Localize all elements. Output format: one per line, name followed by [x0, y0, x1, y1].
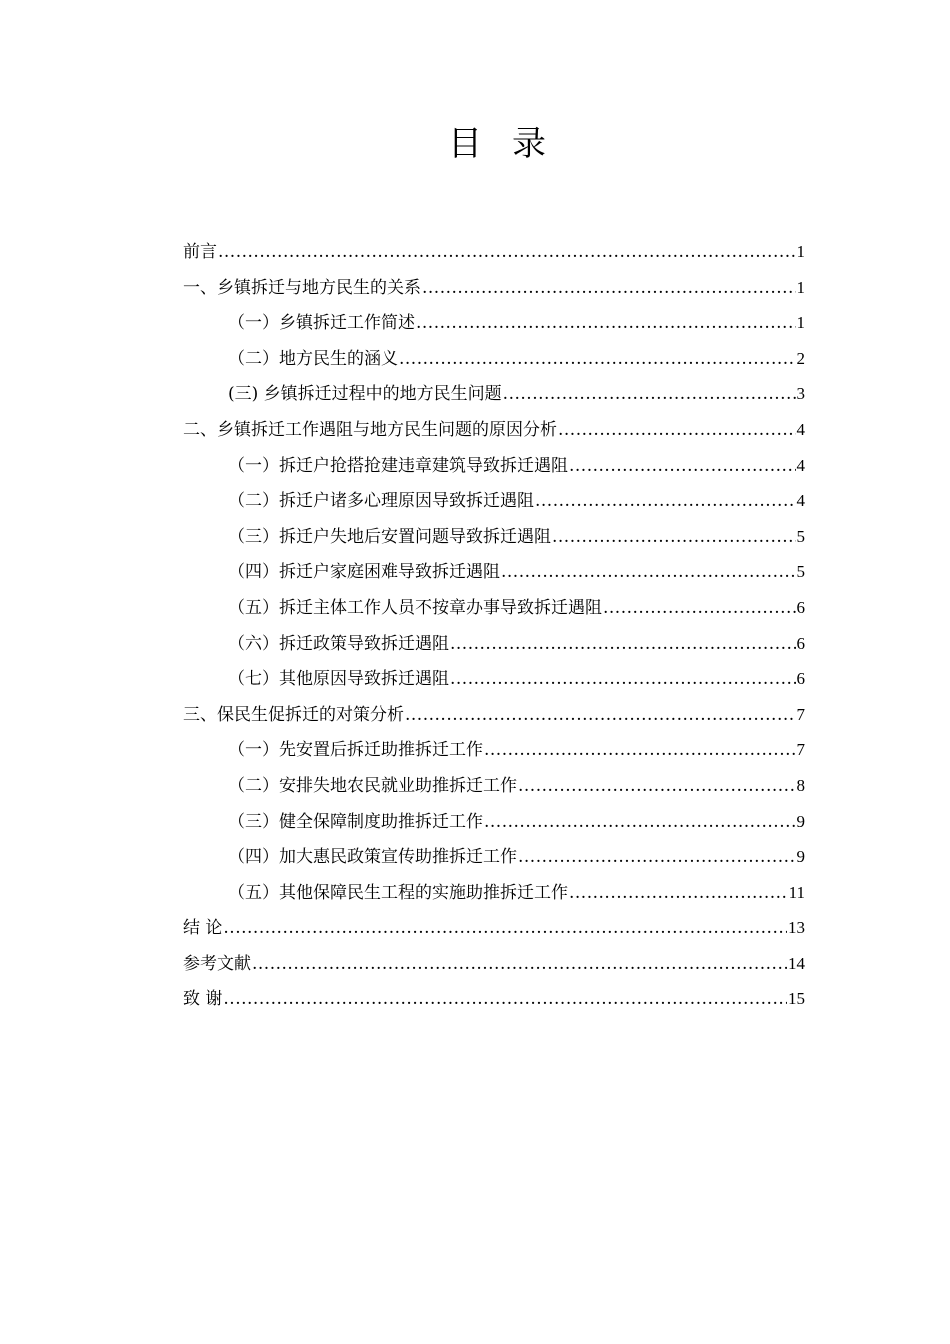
toc-entry-title: （二）地方民生的涵义 — [228, 348, 398, 369]
toc-dot-leader — [450, 627, 796, 663]
page-title: 目录 — [448, 124, 576, 164]
toc-dot-leader — [252, 947, 787, 983]
toc-entry[interactable] — [183, 626, 805, 662]
toc-dot-leader — [558, 413, 796, 449]
toc-page-number: 14 — [788, 953, 805, 973]
toc-page-number: 8 — [796, 775, 805, 795]
toc-entry-title: （一）拆迁户抢搭抢建违章建筑导致拆迁遇阻 — [228, 455, 568, 476]
toc-page-number: 7 — [796, 704, 805, 724]
toc-entry-title: （五）拆迁主体工作人员不按章办事导致拆迁遇阻 — [228, 597, 602, 618]
toc-entry[interactable] — [183, 697, 805, 733]
toc-entry-title: 致 谢 — [183, 989, 223, 1010]
toc-entry[interactable] — [183, 554, 805, 590]
toc-dot-leader — [603, 591, 796, 627]
toc-entry-title: 结 论 — [183, 918, 223, 939]
toc-entry[interactable] — [183, 839, 805, 875]
toc-entry-title: （七）其他原因导致拆迁遇阻 — [228, 669, 449, 690]
toc-entry[interactable] — [183, 981, 805, 1017]
toc-entry[interactable] — [183, 804, 805, 840]
toc-page-number: 6 — [796, 633, 805, 653]
toc-entry-title: 三、保民生促拆迁的对策分析 — [183, 704, 404, 725]
toc-dot-leader — [223, 982, 787, 1018]
toc-page-number: 4 — [796, 419, 805, 439]
toc-entry[interactable] — [183, 768, 805, 804]
toc-entry-title: （三）拆迁户失地后安置问题导致拆迁遇阻 — [228, 526, 551, 547]
toc-entry-title: 一、乡镇拆迁与地方民生的关系 — [183, 277, 421, 298]
toc-entry[interactable] — [183, 270, 805, 306]
toc-entry[interactable] — [183, 234, 805, 270]
toc-entry[interactable] — [183, 946, 805, 982]
toc-entry[interactable] — [183, 412, 805, 448]
toc-dot-leader — [484, 805, 796, 841]
toc-dot-leader — [450, 662, 796, 698]
toc-dot-leader — [399, 342, 796, 378]
toc-entry[interactable] — [183, 661, 805, 697]
toc-page-number: 5 — [796, 526, 805, 546]
toc-entry[interactable] — [183, 875, 805, 911]
toc-dot-leader — [518, 840, 796, 876]
toc-entry-title: 二、乡镇拆迁工作遇阻与地方民生问题的原因分析 — [183, 419, 557, 440]
toc-page-number: 3 — [796, 384, 805, 404]
toc-entry-title: （二）安排失地农民就业助推拆迁工作 — [228, 775, 517, 796]
toc-page-number: 9 — [796, 811, 805, 831]
toc-dot-leader — [569, 876, 788, 912]
toc-page-number: 7 — [796, 740, 805, 760]
toc-entry-title: （四）拆迁户家庭困难导致拆迁遇阻 — [228, 562, 500, 583]
toc-page-number: 4 — [796, 455, 805, 475]
toc-page-number: 4 — [796, 491, 805, 511]
toc-entry-title: （五）其他保障民生工程的实施助推拆迁工作 — [228, 882, 568, 903]
toc-dot-leader — [484, 733, 796, 769]
toc-dot-leader — [552, 520, 796, 556]
toc-page-number: 11 — [788, 882, 805, 902]
toc-entry[interactable] — [183, 483, 805, 519]
toc-dot-leader — [518, 769, 796, 805]
toc-entry[interactable] — [183, 448, 805, 484]
toc-entry-title: 参考文献 — [183, 953, 251, 974]
toc-dot-leader — [223, 911, 787, 947]
toc-entry-title: （一）先安置后拆迁助推拆迁工作 — [228, 740, 483, 761]
toc-dot-leader — [405, 698, 796, 734]
toc-entry[interactable] — [183, 305, 805, 341]
toc-entry[interactable] — [183, 519, 805, 555]
toc-entry[interactable] — [183, 732, 805, 768]
toc-entry[interactable] — [183, 590, 805, 626]
toc-dot-leader — [501, 555, 796, 591]
toc-page-number: 6 — [796, 597, 805, 617]
toc-entry-title: (三) 乡镇拆迁过程中的地方民生问题 — [228, 384, 502, 405]
toc-dot-leader — [535, 484, 796, 520]
toc-dot-leader — [422, 271, 796, 307]
toc-entry-title: （四）加大惠民政策宣传助推拆迁工作 — [228, 847, 517, 868]
toc-dot-leader — [503, 377, 796, 413]
toc-entry[interactable] — [183, 341, 805, 377]
toc-entry-title: 前言 — [183, 242, 217, 262]
toc-entry[interactable] — [183, 910, 805, 946]
toc-page-number: 1 — [796, 277, 805, 297]
toc-page-number: 9 — [796, 847, 805, 867]
table-of-contents — [183, 234, 805, 1017]
toc-dot-leader — [218, 235, 796, 271]
toc-dot-leader — [416, 306, 796, 342]
toc-entry-title: （一）乡镇拆迁工作简述 — [228, 313, 415, 334]
toc-entry-title: （二）拆迁户诸多心理原因导致拆迁遇阻 — [228, 491, 534, 512]
toc-page-number: 6 — [796, 669, 805, 689]
toc-entry[interactable] — [183, 376, 805, 412]
toc-dot-leader — [569, 449, 796, 485]
toc-page-number: 1 — [796, 242, 805, 261]
toc-entry-title: （三）健全保障制度助推拆迁工作 — [228, 811, 483, 832]
toc-page-number: 15 — [788, 989, 805, 1009]
toc-entry-title: （六）拆迁政策导致拆迁遇阻 — [228, 633, 449, 654]
toc-page-number: 13 — [788, 918, 805, 938]
toc-page-number: 2 — [796, 348, 805, 368]
toc-page-number: 5 — [796, 562, 805, 582]
toc-page-number: 1 — [796, 313, 805, 333]
